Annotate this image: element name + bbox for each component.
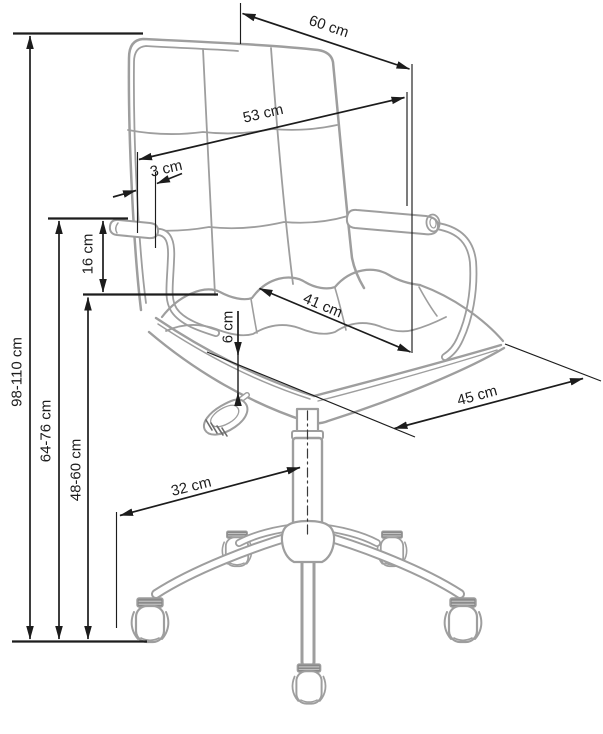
backrest-seam-vertical-1 bbox=[203, 49, 215, 295]
backrest-seam-horizontal-1 bbox=[128, 125, 337, 134]
caster-front bbox=[292, 664, 325, 704]
left-armrest-pad bbox=[110, 220, 158, 238]
left-armrest-tube-outer bbox=[156, 232, 216, 333]
dim-label-seat-thickness: 6 cm bbox=[219, 310, 237, 344]
backrest-seam-vertical-2 bbox=[271, 48, 293, 284]
caster-right bbox=[445, 598, 482, 642]
seat-cross-seam-1 bbox=[251, 299, 257, 333]
backrest-edge-roll bbox=[134, 46, 238, 303]
right-armrest-pad bbox=[347, 210, 438, 234]
dim-label-backrest-diagonal: 53 cm bbox=[241, 100, 285, 127]
dim-label-overall-height: 98-110 cm bbox=[8, 337, 26, 407]
backrest-seam-horizontal-2 bbox=[131, 216, 348, 231]
dim-label-backrest-thickness: 3 cm bbox=[148, 156, 184, 181]
dim-label-seat-depth: 45 cm bbox=[455, 382, 500, 410]
dim-line-base-reach bbox=[120, 468, 300, 516]
caster-left bbox=[132, 598, 169, 642]
dim-line-seat-width bbox=[260, 289, 411, 353]
dim-label-base-reach: 32 cm bbox=[169, 473, 214, 500]
right-armrest-tube-inner bbox=[437, 226, 473, 357]
lever-handle-outer bbox=[204, 399, 247, 434]
tilt-lever bbox=[204, 395, 247, 436]
base bbox=[132, 521, 482, 704]
dim-label-seat-height: 48-60 cm bbox=[67, 438, 85, 502]
chair-drawing bbox=[110, 39, 504, 704]
dim-label-armrest-above-seat: 16 cm bbox=[79, 233, 97, 275]
dim-label-backrest-top-width: 60 cm bbox=[306, 12, 351, 42]
dim-label-armrest-height: 64-76 cm bbox=[37, 399, 55, 463]
dim-label-seat-width: 41 cm bbox=[300, 289, 345, 322]
dimension-labels bbox=[8, 12, 499, 501]
